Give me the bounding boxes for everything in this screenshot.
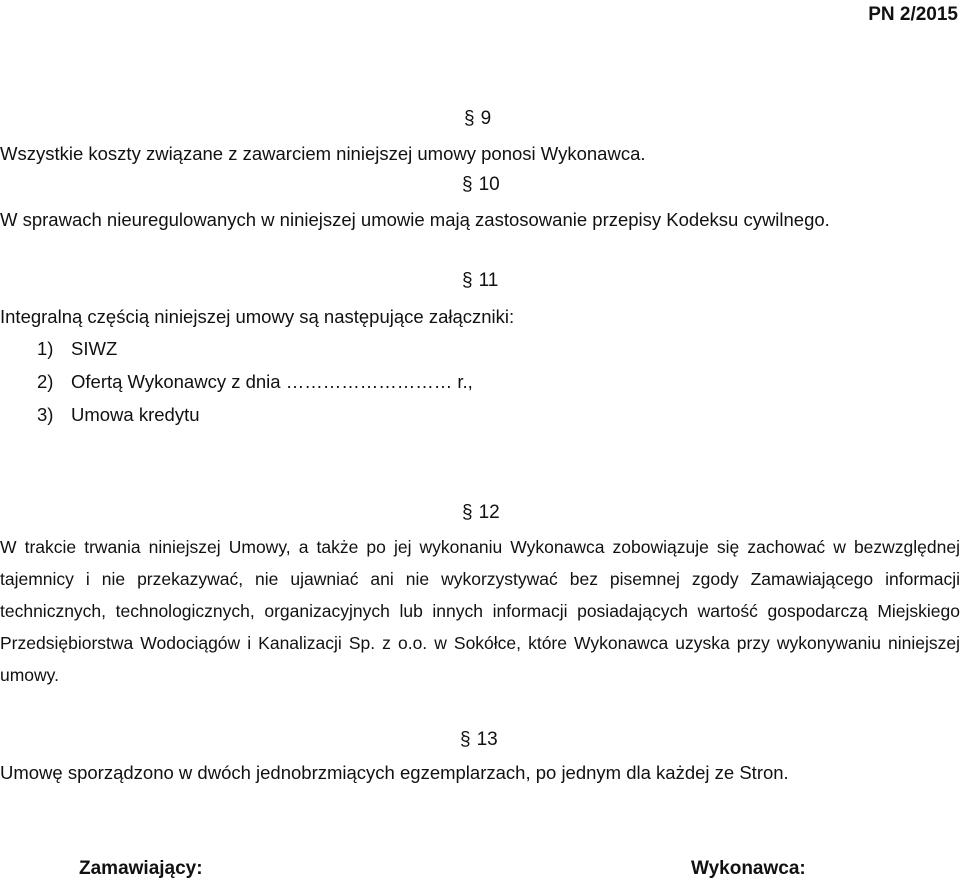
section-sign: § (462, 502, 473, 523)
section-number: 13 (476, 729, 498, 750)
list-item (37, 338, 117, 360)
section-heading-12 (462, 502, 500, 524)
section-number: 12 (478, 502, 500, 523)
section-number: 9 (480, 108, 492, 129)
section-text-13: Umowę sporządzono w dwóch jednobrzmiących egzemplarzach, po jednym dla każdej ze Stron. (0, 762, 789, 783)
list-item-text: Umowa kredytu (71, 404, 200, 425)
signature-label-ordering-party: Zamawiający: (79, 858, 203, 879)
section-intro-11: Integralną częścią niniejszej umowy są następujące załączniki: (0, 306, 515, 327)
section-number: 11 (478, 270, 499, 291)
list-item-number: 1) (37, 338, 54, 359)
section-sign: § (462, 174, 473, 195)
section-text-12: W trakcie trwania niniejszej Umowy, a także po jej wykonaniu Wykonawca zobowiązuje się zachować w bezwzględnej tajemnicy i nie przekazywać, nie ujawniać ani nie wykorzystywać bez pisemnej zgody Zamawiającego informacji technicznych, technologicznych, organizacyjnych lub innych informacji posiadających wartość gospodarczą Miejskiego Przedsiębiorstwa Wodociągów i Kanalizacji Sp. z o.o. w Sokółce, które Wykonawca uzyska przy wykonywaniu niniejszej umowy. (0, 537, 960, 685)
list-item-text: SIWZ (71, 338, 118, 359)
section-heading-11 (462, 270, 498, 292)
section-heading-10 (462, 174, 500, 196)
section-sign: § (462, 270, 473, 291)
list-item-number: 2) (37, 371, 54, 392)
document-reference: PN 2/2015 (868, 4, 958, 25)
list-item (37, 371, 473, 393)
list-item (37, 404, 200, 426)
section-sign: § (460, 729, 471, 750)
signature-label-contractor: Wykonawca: (691, 858, 806, 879)
section-text-10: W sprawach nieuregulowanych w niniejszej umowie mają zastosowanie przepisy Kodeksu cywilnego. (0, 209, 830, 230)
section-number: 10 (478, 174, 500, 195)
section-text-9: Wszystkie koszty związane z zawarciem niniejszej umowy ponosi Wykonawca. (0, 143, 646, 164)
section-sign: § (464, 108, 475, 129)
list-item-number: 3) (37, 404, 54, 425)
section-heading-9 (464, 108, 491, 130)
list-item-text: Ofertą Wykonawcy z dnia ……………………… r., (71, 371, 473, 392)
section-heading-13 (460, 729, 498, 751)
